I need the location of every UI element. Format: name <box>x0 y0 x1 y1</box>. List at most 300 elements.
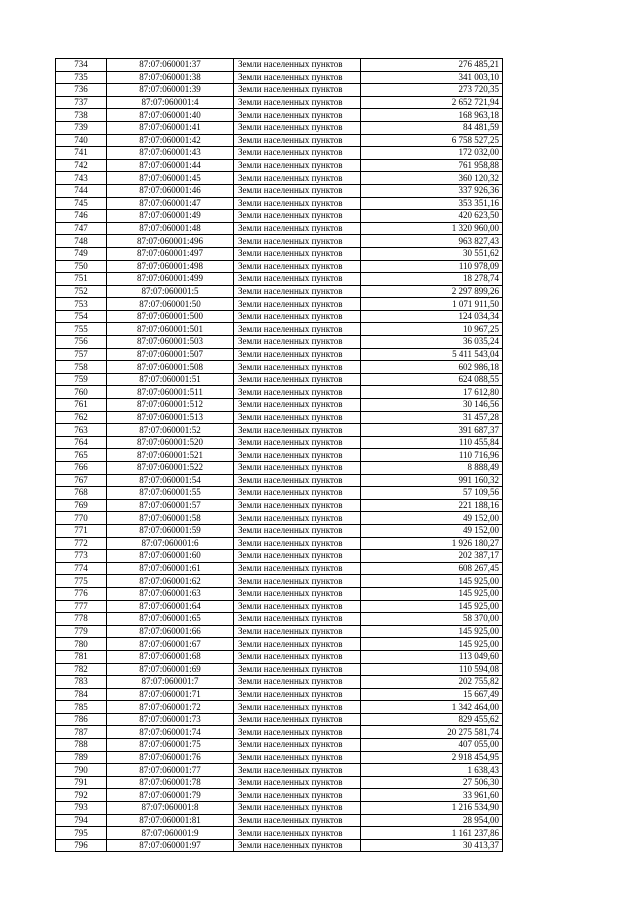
cadastral-number-cell: 87:07:060001:39 <box>107 84 234 97</box>
cadastral-number-cell: 87:07:060001:41 <box>107 121 234 134</box>
cadastral-value-cell: 341 003,10 <box>361 71 503 84</box>
cadastral-value-cell: 276 485,21 <box>361 59 503 72</box>
cadastral-number-cell: 87:07:060001:48 <box>107 222 234 235</box>
cadastral-number-cell: 87:07:060001:513 <box>107 411 234 424</box>
row-number-cell: 774 <box>56 562 107 575</box>
cadastral-number-cell: 87:07:060001:58 <box>107 512 234 525</box>
cadastral-value-cell: 1 926 180,27 <box>361 537 503 550</box>
land-category-cell: Земли населенных пунктов <box>234 814 361 827</box>
table-row <box>56 285 503 298</box>
table-row <box>56 587 503 600</box>
row-number-cell: 761 <box>56 399 107 412</box>
cadastral-value-cell: 145 925,00 <box>361 600 503 613</box>
cadastral-number-cell: 87:07:060001:511 <box>107 386 234 399</box>
cadastral-number-cell: 87:07:060001:72 <box>107 701 234 714</box>
cadastral-number-cell: 87:07:060001:46 <box>107 184 234 197</box>
cadastral-value-cell: 27 506,30 <box>361 776 503 789</box>
land-category-cell: Земли населенных пунктов <box>234 587 361 600</box>
table-row <box>56 361 503 374</box>
table-body <box>56 59 503 852</box>
land-category-cell: Земли населенных пунктов <box>234 789 361 802</box>
row-number-cell: 756 <box>56 336 107 349</box>
cadastral-number-cell: 87:07:060001:78 <box>107 776 234 789</box>
table-row <box>56 298 503 311</box>
row-number-cell: 790 <box>56 764 107 777</box>
cadastral-value-cell: 30 146,56 <box>361 399 503 412</box>
row-number-cell: 754 <box>56 310 107 323</box>
table-row <box>56 134 503 147</box>
land-category-cell: Земли населенных пунктов <box>234 839 361 852</box>
cadastral-value-cell: 1 320 960,00 <box>361 222 503 235</box>
cadastral-number-cell: 87:07:060001:57 <box>107 499 234 512</box>
land-category-cell: Земли населенных пунктов <box>234 550 361 563</box>
cadastral-value-cell: 124 034,34 <box>361 310 503 323</box>
row-number-cell: 737 <box>56 96 107 109</box>
cadastral-value-cell: 110 716,96 <box>361 449 503 462</box>
land-category-cell: Земли населенных пунктов <box>234 688 361 701</box>
cadastral-number-cell: 87:07:060001:503 <box>107 336 234 349</box>
land-category-cell: Земли населенных пунктов <box>234 273 361 286</box>
land-category-cell: Земли населенных пунктов <box>234 739 361 752</box>
row-number-cell: 753 <box>56 298 107 311</box>
land-category-cell: Земли населенных пунктов <box>234 247 361 260</box>
cadastral-value-cell: 2 297 899,26 <box>361 285 503 298</box>
land-category-cell: Земли населенных пунктов <box>234 751 361 764</box>
land-category-cell: Земли населенных пунктов <box>234 499 361 512</box>
table-row <box>56 323 503 336</box>
cadastral-value-cell: 145 925,00 <box>361 575 503 588</box>
row-number-cell: 738 <box>56 109 107 122</box>
table-row <box>56 688 503 701</box>
row-number-cell: 777 <box>56 600 107 613</box>
table-row <box>56 474 503 487</box>
table-row <box>56 789 503 802</box>
row-number-cell: 758 <box>56 361 107 374</box>
table-row <box>56 247 503 260</box>
table-row <box>56 638 503 651</box>
table-row <box>56 436 503 449</box>
table-row <box>56 487 503 500</box>
row-number-cell: 770 <box>56 512 107 525</box>
table-row <box>56 210 503 223</box>
table-row <box>56 713 503 726</box>
row-number-cell: 795 <box>56 827 107 840</box>
land-category-cell: Земли населенных пунктов <box>234 562 361 575</box>
cadastral-number-cell: 87:07:060001:507 <box>107 348 234 361</box>
table-row <box>56 550 503 563</box>
row-number-cell: 773 <box>56 550 107 563</box>
land-category-cell: Земли населенных пунктов <box>234 235 361 248</box>
row-number-cell: 767 <box>56 474 107 487</box>
land-category-cell: Земли населенных пунктов <box>234 625 361 638</box>
row-number-cell: 762 <box>56 411 107 424</box>
cadastral-number-cell: 87:07:060001:4 <box>107 96 234 109</box>
row-number-cell: 752 <box>56 285 107 298</box>
cadastral-number-cell: 87:07:060001:55 <box>107 487 234 500</box>
table-row <box>56 650 503 663</box>
row-number-cell: 749 <box>56 247 107 260</box>
cadastral-value-cell: 420 623,50 <box>361 210 503 223</box>
table-row <box>56 537 503 550</box>
land-category-cell: Земли населенных пунктов <box>234 764 361 777</box>
cadastral-number-cell: 87:07:060001:499 <box>107 273 234 286</box>
row-number-cell: 746 <box>56 210 107 223</box>
cadastral-value-cell: 30 551,62 <box>361 247 503 260</box>
row-number-cell: 772 <box>56 537 107 550</box>
cadastral-number-cell: 87:07:060001:47 <box>107 197 234 210</box>
land-category-cell: Земли населенных пунктов <box>234 802 361 815</box>
cadastral-value-table <box>55 58 503 852</box>
cadastral-value-cell: 145 925,00 <box>361 638 503 651</box>
cadastral-number-cell: 87:07:060001:498 <box>107 260 234 273</box>
table-row <box>56 172 503 185</box>
land-category-cell: Земли населенных пунктов <box>234 84 361 97</box>
land-category-cell: Земли населенных пунктов <box>234 726 361 739</box>
table-row <box>56 839 503 852</box>
land-category-cell: Земли населенных пунктов <box>234 575 361 588</box>
table-row <box>56 814 503 827</box>
land-category-cell: Земли населенных пунктов <box>234 71 361 84</box>
cadastral-number-cell: 87:07:060001:75 <box>107 739 234 752</box>
cadastral-value-cell: 30 413,37 <box>361 839 503 852</box>
land-category-cell: Земли населенных пунктов <box>234 650 361 663</box>
row-number-cell: 765 <box>56 449 107 462</box>
row-number-cell: 766 <box>56 462 107 475</box>
table-row <box>56 726 503 739</box>
land-category-cell: Земли населенных пунктов <box>234 676 361 689</box>
cadastral-value-cell: 602 986,18 <box>361 361 503 374</box>
cadastral-number-cell: 87:07:060001:9 <box>107 827 234 840</box>
cadastral-number-cell: 87:07:060001:61 <box>107 562 234 575</box>
row-number-cell: 785 <box>56 701 107 714</box>
table-row <box>56 676 503 689</box>
cadastral-value-cell: 31 457,28 <box>361 411 503 424</box>
land-category-cell: Земли населенных пунктов <box>234 524 361 537</box>
row-number-cell: 792 <box>56 789 107 802</box>
table-row <box>56 386 503 399</box>
cadastral-number-cell: 87:07:060001:8 <box>107 802 234 815</box>
cadastral-number-cell: 87:07:060001:508 <box>107 361 234 374</box>
land-category-cell: Земли населенных пунктов <box>234 260 361 273</box>
cadastral-number-cell: 87:07:060001:67 <box>107 638 234 651</box>
cadastral-number-cell: 87:07:060001:37 <box>107 59 234 72</box>
row-number-cell: 778 <box>56 613 107 626</box>
row-number-cell: 747 <box>56 222 107 235</box>
cadastral-number-cell: 87:07:060001:59 <box>107 524 234 537</box>
cadastral-number-cell: 87:07:060001:52 <box>107 424 234 437</box>
cadastral-value-cell: 761 958,88 <box>361 159 503 172</box>
cadastral-number-cell: 87:07:060001:81 <box>107 814 234 827</box>
land-category-cell: Земли населенных пунктов <box>234 109 361 122</box>
row-number-cell: 794 <box>56 814 107 827</box>
row-number-cell: 789 <box>56 751 107 764</box>
cadastral-number-cell: 87:07:060001:6 <box>107 537 234 550</box>
table-row <box>56 184 503 197</box>
row-number-cell: 788 <box>56 739 107 752</box>
cadastral-value-cell: 145 925,00 <box>361 625 503 638</box>
table-row <box>56 84 503 97</box>
cadastral-number-cell: 87:07:060001:7 <box>107 676 234 689</box>
table-row <box>56 348 503 361</box>
row-number-cell: 745 <box>56 197 107 210</box>
land-category-cell: Земли населенных пунктов <box>234 776 361 789</box>
table-row <box>56 147 503 160</box>
cadastral-value-cell: 1 161 237,86 <box>361 827 503 840</box>
table-row <box>56 59 503 72</box>
land-category-cell: Земли населенных пунктов <box>234 424 361 437</box>
cadastral-number-cell: 87:07:060001:77 <box>107 764 234 777</box>
table-row <box>56 739 503 752</box>
land-category-cell: Земли населенных пунктов <box>234 386 361 399</box>
cadastral-number-cell: 87:07:060001:60 <box>107 550 234 563</box>
cadastral-value-cell: 353 351,16 <box>361 197 503 210</box>
cadastral-number-cell: 87:07:060001:65 <box>107 613 234 626</box>
row-number-cell: 780 <box>56 638 107 651</box>
land-category-cell: Земли населенных пунктов <box>234 462 361 475</box>
table-row <box>56 96 503 109</box>
row-number-cell: 769 <box>56 499 107 512</box>
row-number-cell: 757 <box>56 348 107 361</box>
table-row <box>56 802 503 815</box>
cadastral-value-cell: 58 370,00 <box>361 613 503 626</box>
cadastral-number-cell: 87:07:060001:73 <box>107 713 234 726</box>
land-category-cell: Земли населенных пунктов <box>234 336 361 349</box>
land-category-cell: Земли населенных пунктов <box>234 663 361 676</box>
table-row <box>56 701 503 714</box>
cadastral-number-cell: 87:07:060001:62 <box>107 575 234 588</box>
land-category-cell: Земли населенных пунктов <box>234 222 361 235</box>
cadastral-number-cell: 87:07:060001:43 <box>107 147 234 160</box>
cadastral-value-cell: 5 411 543,04 <box>361 348 503 361</box>
table-row <box>56 575 503 588</box>
cadastral-value-cell: 829 455,62 <box>361 713 503 726</box>
land-category-cell: Земли населенных пунктов <box>234 210 361 223</box>
cadastral-number-cell: 87:07:060001:500 <box>107 310 234 323</box>
cadastral-value-cell: 84 481,59 <box>361 121 503 134</box>
table-row <box>56 336 503 349</box>
row-number-cell: 787 <box>56 726 107 739</box>
cadastral-number-cell: 87:07:060001:71 <box>107 688 234 701</box>
land-category-cell: Земли населенных пунктов <box>234 613 361 626</box>
land-category-cell: Земли населенных пунктов <box>234 373 361 386</box>
cadastral-value-cell: 57 109,56 <box>361 487 503 500</box>
land-category-cell: Земли населенных пунктов <box>234 121 361 134</box>
land-category-cell: Земли населенных пунктов <box>234 159 361 172</box>
row-number-cell: 741 <box>56 147 107 160</box>
table-row <box>56 71 503 84</box>
cadastral-value-cell: 17 612,80 <box>361 386 503 399</box>
table-row <box>56 222 503 235</box>
cadastral-value-cell: 168 963,18 <box>361 109 503 122</box>
table-row <box>56 399 503 412</box>
table-row <box>56 499 503 512</box>
table-row <box>56 197 503 210</box>
cadastral-value-cell: 624 088,55 <box>361 373 503 386</box>
cadastral-value-cell: 28 954,00 <box>361 814 503 827</box>
cadastral-number-cell: 87:07:060001:64 <box>107 600 234 613</box>
cadastral-number-cell: 87:07:060001:50 <box>107 298 234 311</box>
cadastral-number-cell: 87:07:060001:68 <box>107 650 234 663</box>
row-number-cell: 739 <box>56 121 107 134</box>
table-row <box>56 751 503 764</box>
land-category-cell: Земли населенных пунктов <box>234 411 361 424</box>
cadastral-number-cell: 87:07:060001:69 <box>107 663 234 676</box>
cadastral-value-cell: 110 455,84 <box>361 436 503 449</box>
cadastral-number-cell: 87:07:060001:497 <box>107 247 234 260</box>
cadastral-value-cell: 49 152,00 <box>361 524 503 537</box>
cadastral-number-cell: 87:07:060001:45 <box>107 172 234 185</box>
cadastral-value-cell: 1 638,43 <box>361 764 503 777</box>
cadastral-value-cell: 337 926,36 <box>361 184 503 197</box>
land-category-cell: Земли населенных пунктов <box>234 827 361 840</box>
row-number-cell: 781 <box>56 650 107 663</box>
cadastral-number-cell: 87:07:060001:520 <box>107 436 234 449</box>
row-number-cell: 743 <box>56 172 107 185</box>
land-category-cell: Земли населенных пунктов <box>234 147 361 160</box>
row-number-cell: 736 <box>56 84 107 97</box>
row-number-cell: 763 <box>56 424 107 437</box>
land-category-cell: Земли населенных пунктов <box>234 323 361 336</box>
cadastral-value-cell: 172 032,00 <box>361 147 503 160</box>
cadastral-value-cell: 20 275 581,74 <box>361 726 503 739</box>
cadastral-value-cell: 113 049,60 <box>361 650 503 663</box>
row-number-cell: 768 <box>56 487 107 500</box>
land-category-cell: Земли населенных пунктов <box>234 172 361 185</box>
cadastral-number-cell: 87:07:060001:49 <box>107 210 234 223</box>
cadastral-value-cell: 110 594,08 <box>361 663 503 676</box>
land-category-cell: Земли населенных пунктов <box>234 348 361 361</box>
cadastral-number-cell: 87:07:060001:63 <box>107 587 234 600</box>
cadastral-number-cell: 87:07:060001:521 <box>107 449 234 462</box>
table-row <box>56 373 503 386</box>
row-number-cell: 784 <box>56 688 107 701</box>
cadastral-number-cell: 87:07:060001:66 <box>107 625 234 638</box>
row-number-cell: 735 <box>56 71 107 84</box>
table-row <box>56 260 503 273</box>
table-row <box>56 613 503 626</box>
cadastral-number-cell: 87:07:060001:522 <box>107 462 234 475</box>
cadastral-number-cell: 87:07:060001:79 <box>107 789 234 802</box>
table-row <box>56 424 503 437</box>
row-number-cell: 750 <box>56 260 107 273</box>
row-number-cell: 755 <box>56 323 107 336</box>
land-category-cell: Земли населенных пунктов <box>234 361 361 374</box>
cadastral-value-cell: 1 071 911,50 <box>361 298 503 311</box>
cadastral-number-cell: 87:07:060001:54 <box>107 474 234 487</box>
cadastral-value-cell: 202 387,17 <box>361 550 503 563</box>
cadastral-value-cell: 8 888,49 <box>361 462 503 475</box>
cadastral-value-cell: 49 152,00 <box>361 512 503 525</box>
row-number-cell: 782 <box>56 663 107 676</box>
table-row <box>56 121 503 134</box>
land-category-cell: Земли населенных пунктов <box>234 474 361 487</box>
table-row <box>56 663 503 676</box>
row-number-cell: 791 <box>56 776 107 789</box>
row-number-cell: 771 <box>56 524 107 537</box>
cadastral-value-cell: 6 758 527,25 <box>361 134 503 147</box>
cadastral-number-cell: 87:07:060001:40 <box>107 109 234 122</box>
land-category-cell: Земли населенных пунктов <box>234 487 361 500</box>
cadastral-value-cell: 391 687,37 <box>361 424 503 437</box>
cadastral-number-cell: 87:07:060001:44 <box>107 159 234 172</box>
table-row <box>56 159 503 172</box>
land-category-cell: Земли населенных пунктов <box>234 537 361 550</box>
cadastral-value-cell: 1 342 464,00 <box>361 701 503 714</box>
table-row <box>56 764 503 777</box>
cadastral-number-cell: 87:07:060001:501 <box>107 323 234 336</box>
land-category-cell: Земли населенных пунктов <box>234 310 361 323</box>
land-category-cell: Земли населенных пунктов <box>234 134 361 147</box>
row-number-cell: 760 <box>56 386 107 399</box>
table-row <box>56 109 503 122</box>
cadastral-value-cell: 18 278,74 <box>361 273 503 286</box>
table-row <box>56 625 503 638</box>
cadastral-value-cell: 991 160,32 <box>361 474 503 487</box>
cadastral-value-cell: 202 755,82 <box>361 676 503 689</box>
table-row <box>56 449 503 462</box>
cadastral-value-cell: 273 720,35 <box>361 84 503 97</box>
table-row <box>56 273 503 286</box>
row-number-cell: 779 <box>56 625 107 638</box>
land-category-cell: Земли населенных пунктов <box>234 449 361 462</box>
land-category-cell: Земли населенных пунктов <box>234 701 361 714</box>
land-category-cell: Земли населенных пунктов <box>234 285 361 298</box>
table-row <box>56 776 503 789</box>
cadastral-value-cell: 33 961,60 <box>361 789 503 802</box>
land-category-cell: Земли населенных пунктов <box>234 96 361 109</box>
row-number-cell: 786 <box>56 713 107 726</box>
cadastral-value-cell: 15 667,49 <box>361 688 503 701</box>
cadastral-value-cell: 10 967,25 <box>361 323 503 336</box>
land-category-cell: Земли населенных пунктов <box>234 399 361 412</box>
table-row <box>56 235 503 248</box>
land-category-cell: Земли населенных пунктов <box>234 600 361 613</box>
land-category-cell: Земли населенных пунктов <box>234 638 361 651</box>
table-row <box>56 827 503 840</box>
cadastral-number-cell: 87:07:060001:74 <box>107 726 234 739</box>
row-number-cell: 751 <box>56 273 107 286</box>
land-category-cell: Земли населенных пунктов <box>234 298 361 311</box>
table-row <box>56 462 503 475</box>
cadastral-value-cell: 2 652 721,94 <box>361 96 503 109</box>
table-row <box>56 600 503 613</box>
cadastral-value-cell: 963 827,43 <box>361 235 503 248</box>
cadastral-number-cell: 87:07:060001:512 <box>107 399 234 412</box>
table-row <box>56 524 503 537</box>
cadastral-number-cell: 87:07:060001:97 <box>107 839 234 852</box>
cadastral-number-cell: 87:07:060001:496 <box>107 235 234 248</box>
row-number-cell: 776 <box>56 587 107 600</box>
land-category-cell: Земли населенных пунктов <box>234 436 361 449</box>
cadastral-value-cell: 1 216 534,90 <box>361 802 503 815</box>
cadastral-value-cell: 360 120,32 <box>361 172 503 185</box>
row-number-cell: 734 <box>56 59 107 72</box>
land-category-cell: Земли населенных пунктов <box>234 713 361 726</box>
row-number-cell: 748 <box>56 235 107 248</box>
cadastral-number-cell: 87:07:060001:76 <box>107 751 234 764</box>
table-row <box>56 310 503 323</box>
cadastral-number-cell: 87:07:060001:38 <box>107 71 234 84</box>
land-category-cell: Земли населенных пунктов <box>234 184 361 197</box>
cadastral-value-cell: 221 188,16 <box>361 499 503 512</box>
row-number-cell: 759 <box>56 373 107 386</box>
cadastral-value-cell: 145 925,00 <box>361 587 503 600</box>
cadastral-value-cell: 2 918 454,95 <box>361 751 503 764</box>
cadastral-value-cell: 110 978,09 <box>361 260 503 273</box>
cadastral-value-cell: 36 035,24 <box>361 336 503 349</box>
row-number-cell: 793 <box>56 802 107 815</box>
table-row <box>56 411 503 424</box>
